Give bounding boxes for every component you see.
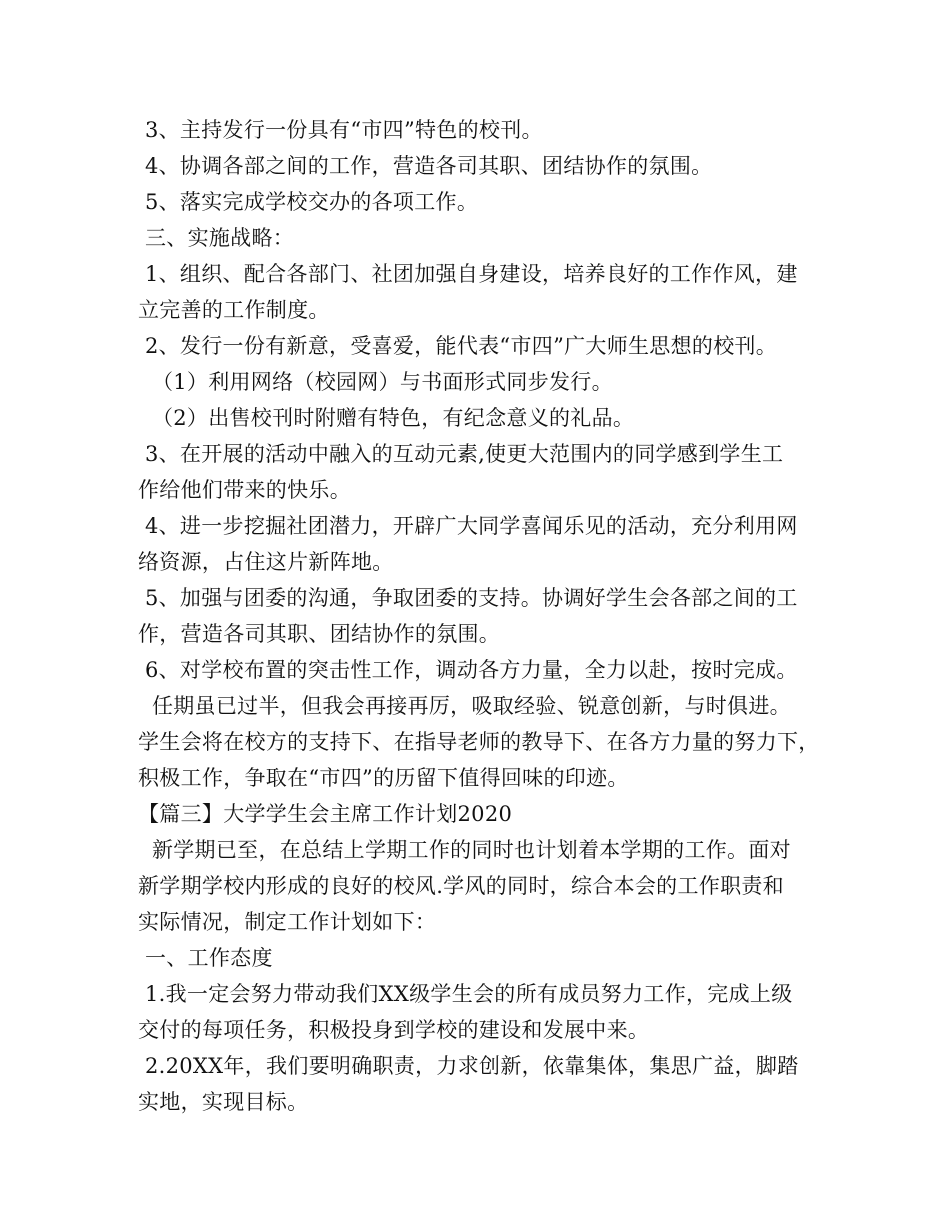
text-line: （2）出售校刊时附赠有特色，有纪念意义的礼品。 — [138, 406, 635, 430]
document-body — [138, 112, 838, 1120]
text-line: 新学期已至，在总结上学期工作的同时也计划着本学期的工作。面对 — [138, 838, 791, 862]
text-line: 学生会将在校方的支持下、在指导老师的教导下、在各方力量的努力下， — [138, 730, 820, 754]
text-line: 作，营造各司其职、团结协作的氛围。 — [138, 622, 501, 646]
text-line: 3、主持发行一份具有“市四”特色的校刊。 — [138, 118, 543, 142]
text-line: 络资源，占住这片新阵地。 — [138, 550, 394, 574]
text-line: 实地，实现目标。 — [138, 1090, 309, 1114]
text-line: 立完善的工作制度。 — [138, 298, 330, 322]
text-line: （1）利用网络（校园网）与书面形式同步发行。 — [138, 370, 613, 394]
text-line: 新学期学校内形成的良好的校风.学风的同时，综合本会的工作职责和 — [138, 874, 784, 898]
text-line: 任期虽已过半，但我会再接再厉，吸取经验、锐意创新，与时俱进。 — [138, 694, 791, 718]
text-line: 实际情况，制定工作计划如下： — [138, 910, 437, 934]
text-line: 4、协调各部之间的工作，营造各司其职、团结协作的氛围。 — [138, 154, 713, 178]
text-line: 1、组织、配合各部门、社团加强自身建设，培养良好的工作作风，建 — [138, 262, 798, 286]
text-line: 4、进一步挖掘社团潜力，开辟广大同学喜闻乐见的活动，充分利用网 — [138, 514, 798, 538]
text-line: 交付的每项任务，积极投身到学校的建设和发展中来。 — [138, 1018, 650, 1042]
text-line: 5、加强与团委的沟通，争取团委的支持。协调好学生会各部之间的工 — [138, 586, 798, 610]
text-line: 6、对学校布置的突击性工作，调动各方力量，全力以赴，按时完成。 — [138, 658, 798, 682]
section-heading: 一、工作态度 — [138, 946, 273, 970]
text-line: 3、在开展的活动中融入的互动元素,使更大范围内的同学感到学生工 — [138, 442, 784, 466]
section-heading: 三、实施战略： — [138, 226, 295, 250]
text-line: 1.我一定会努力带动我们XX级学生会的所有成员努力工作，完成上级 — [138, 982, 793, 1006]
text-line: 5、落实完成学校交办的各项工作。 — [138, 190, 479, 214]
chapter-title: 【篇三】大学学生会主席工作计划2020 — [138, 802, 513, 826]
text-line: 作给他们带来的快乐。 — [138, 478, 351, 502]
text-line: 积极工作，争取在“市四”的历留下值得回味的印迹。 — [138, 766, 629, 790]
text-line: 2、发行一份有新意，受喜爱，能代表“市四”广大师生思想的校刊。 — [138, 334, 778, 358]
text-line: 2.20XX年，我们要明确职责，力求创新，依靠集体，集思广益，脚踏 — [138, 1054, 799, 1078]
